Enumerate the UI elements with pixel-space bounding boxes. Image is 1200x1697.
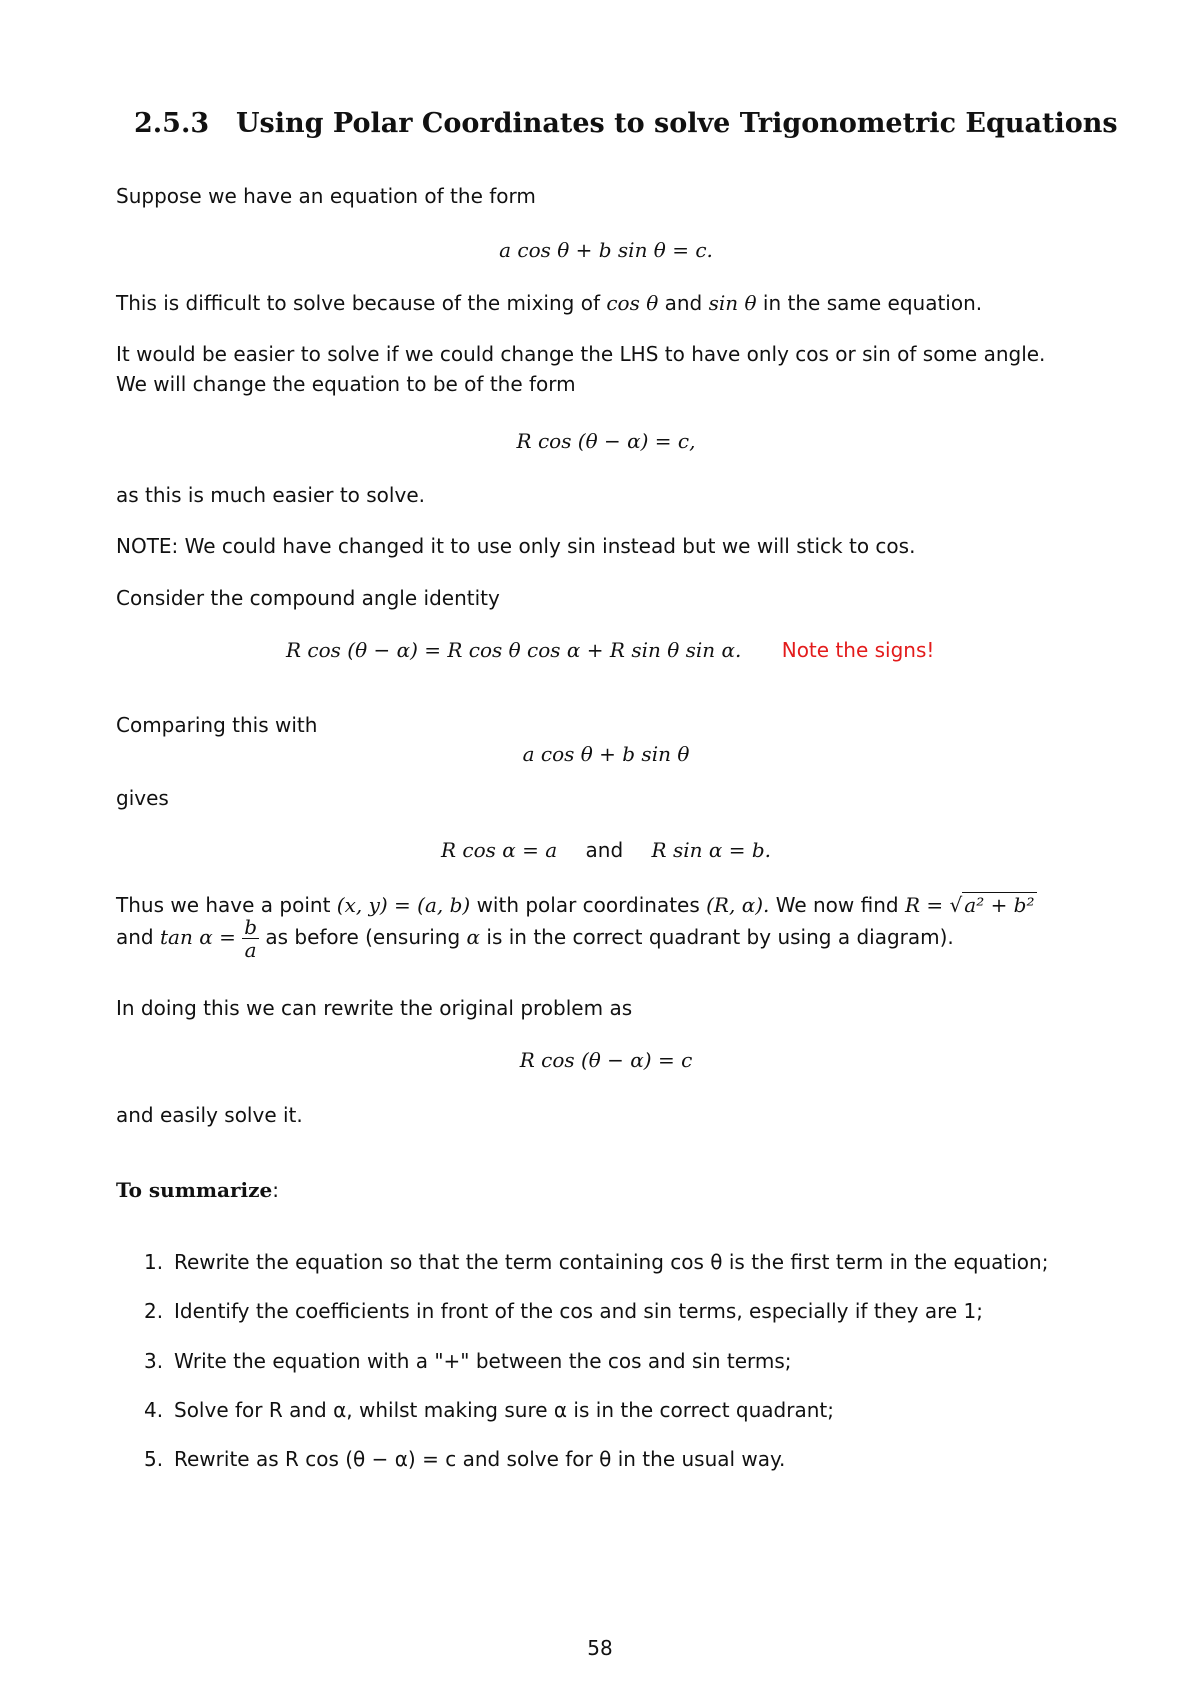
section-title: Using Polar Coordinates to solve Trigonometric Equations (236, 108, 1118, 139)
paragraph-comparing: Comparing this with (116, 713, 318, 737)
equation-general-form: a cos θ + b sin θ = c. (499, 238, 713, 262)
paragraph-easier-line2: We will change the equation to be of the form (116, 372, 576, 396)
fraction-b-over-a: $\frac{b}{a}$ (244, 915, 257, 962)
section-number: 2.5.3 (134, 108, 210, 139)
paragraph-easily-solve: and easily solve it. (116, 1103, 303, 1127)
paragraph-note: NOTE: We could have changed it to use only sin instead but we will stick to cos. (116, 534, 916, 558)
paragraph-easier-solve: as this is much easier to solve. (116, 483, 425, 507)
list-item: 5. Rewrite as R cos (θ − α) = c and solve for θ in the usual way. (144, 1447, 786, 1471)
paragraph-tan-alpha: and tan α = $\frac{b}{a}$ as before (ensuring α is in the correct quadrant by using a diagram). (116, 915, 954, 962)
page-number: 58 (587, 1636, 613, 1660)
section-heading (134, 108, 1118, 139)
equation-rewritten: R cos (θ − α) = c (519, 1048, 693, 1072)
equation-compound-identity: R cos (θ − α) = R cos θ cos α + R sin θ sin α. Note the signs! (286, 638, 935, 662)
paragraph-compound-angle: Consider the compound angle identity (116, 586, 500, 610)
paragraph-gives: gives (116, 786, 169, 810)
list-item: 4. Solve for R and α, whilst making sure α is in the correct quadrant; (144, 1398, 834, 1422)
summary-heading: To summarize: (116, 1178, 279, 1202)
equation-coefficients: R cos α = a and R sin α = b. (441, 838, 771, 862)
note-the-signs: Note the signs! (781, 638, 935, 662)
paragraph-easier-line1: It would be easier to solve if we could change the LHS to have only cos or sin of some angle. (116, 342, 1046, 366)
equation-target-form: R cos (θ − α) = c, (516, 429, 696, 453)
list-item: 3. Write the equation with a "+" between the cos and sin terms; (144, 1349, 792, 1373)
paragraph-rewrite: In doing this we can rewrite the original problem as (116, 996, 633, 1020)
paragraph-polar-point: Thus we have a point (x, y) = (a, b) with polar coordinates (R, α). We now find R = √ a² + b² (116, 893, 1035, 917)
list-item: 2. Identify the coefficients in front of the cos and sin terms, especially if they are 1; (144, 1299, 984, 1323)
paragraph-intro: Suppose we have an equation of the form (116, 184, 536, 208)
sqrt-symbol: √ (949, 893, 963, 917)
equation-lhs: a cos θ + b sin θ (522, 742, 690, 766)
list-item: 1. Rewrite the equation so that the term containing cos θ is the first term in the equation; (144, 1250, 1049, 1274)
sqrt-expression: a² + b² (964, 893, 1035, 917)
paragraph-difficulty: This is difficult to solve because of the mixing of cos θ and sin θ in the same equation. (116, 291, 983, 315)
